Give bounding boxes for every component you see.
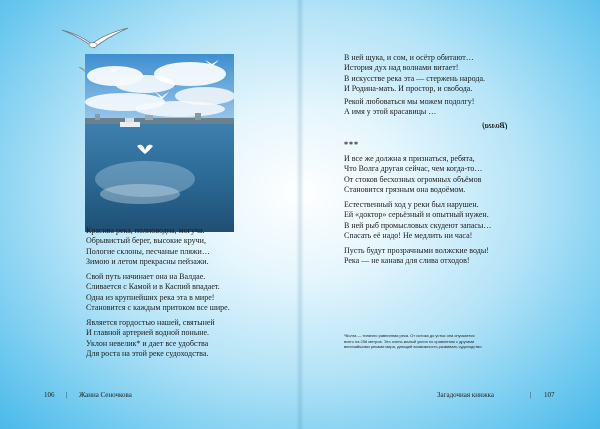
poem-line: Одна из крупнейших река эта в мире! — [86, 292, 215, 302]
stanza-geography — [86, 272, 230, 313]
stanza-disturbance — [344, 200, 491, 241]
poem-line: Пусть будут прозрачными волжские воды! — [344, 246, 489, 255]
riddle-answer-upside-down: (Волга) — [482, 121, 508, 130]
poem-line: И главной артерией водной поныне. — [86, 328, 210, 338]
seagull-icon — [60, 24, 130, 52]
poem-line: Спасать её надо! Не медлить ни часа! — [344, 230, 473, 240]
section-divider-stars: *** — [344, 140, 359, 149]
poem-line: В ней рыб промысловых скудеют запасы… — [344, 220, 492, 230]
poem-line: А имя у этой красавицы … — [344, 107, 437, 117]
footer-separator: | — [530, 391, 532, 399]
poem-line: В искусстве река эта — стержень народа. — [344, 73, 485, 83]
poem-line: Рекой любоваться мы можем подолгу! — [344, 97, 475, 106]
page-number-left: 106 — [44, 391, 55, 399]
poem-line: Что Волга другая сейчас, чем когда-то… — [344, 164, 483, 174]
poem-line: Красива река, полноводна, могуча. — [86, 226, 205, 235]
footnote-line: величайшими реками мира, дающий возможность развивать судоходство. — [344, 344, 483, 350]
poem-line: Становится с каждым притоком все шире. — [86, 302, 230, 312]
author-name: Жанна Сеночкова — [79, 391, 132, 399]
poem-line: Становится грязным она водоёмом. — [344, 184, 466, 194]
stanza-pride — [86, 318, 215, 359]
poem-line: И Родина-мать. И простор, и свобода. — [344, 83, 473, 93]
stanza-appeal — [344, 246, 489, 267]
volga-river-photo — [85, 54, 234, 232]
poem-line: Свой путь начинает она на Валдае. — [86, 272, 206, 281]
poem-line: Является гордостью нашей, святыней — [86, 318, 215, 327]
poem-line: История дух над волнами витает! — [344, 63, 459, 73]
poem-line: Для роста на этой реке судоходства. — [86, 348, 209, 358]
poem-line: И все же должна я признаться, ребята, — [344, 154, 475, 163]
poem-line: Сливается с Камой и в Каспий впадает. — [86, 282, 220, 292]
footer-separator: | — [66, 391, 68, 399]
footnote-line: *Волга — типично равнинная река. От истока до устья она спускается — [344, 333, 475, 338]
poem-line: Ей «доктор» серьёзный и опытный нужен. — [344, 210, 489, 220]
poem-line: Пологие склоны, песчаные пляжи… — [86, 246, 210, 256]
poem-line: От стоков бесхозных огромных объёмов — [344, 174, 482, 184]
poem-line: Уклон невелик* и дает все удобства — [86, 338, 209, 348]
stanza-riddle — [344, 97, 474, 118]
stanza-confession — [344, 154, 482, 195]
poem-line: Обрывистый берег, высокие кручи, — [86, 236, 206, 246]
footnote — [344, 333, 534, 350]
page-number-right: 107 — [544, 391, 555, 399]
footnote-line: всего на 256 метров. Это очень малый уклон по сравнению с другими — [344, 338, 475, 344]
poem-line: В ней щука, и сом, и осётр обитают… — [344, 53, 474, 62]
poem-line: Река — не канава для слива отходов! — [344, 256, 470, 266]
poem-line: Естественный ход у реки был нарушен. — [344, 200, 479, 209]
stanza-description — [86, 226, 210, 267]
book-title: Загадочная книжка — [437, 391, 494, 399]
stanza-fauna — [344, 53, 485, 94]
poem-line: Зимою и летом прекрасны пейзажи. — [86, 256, 209, 266]
